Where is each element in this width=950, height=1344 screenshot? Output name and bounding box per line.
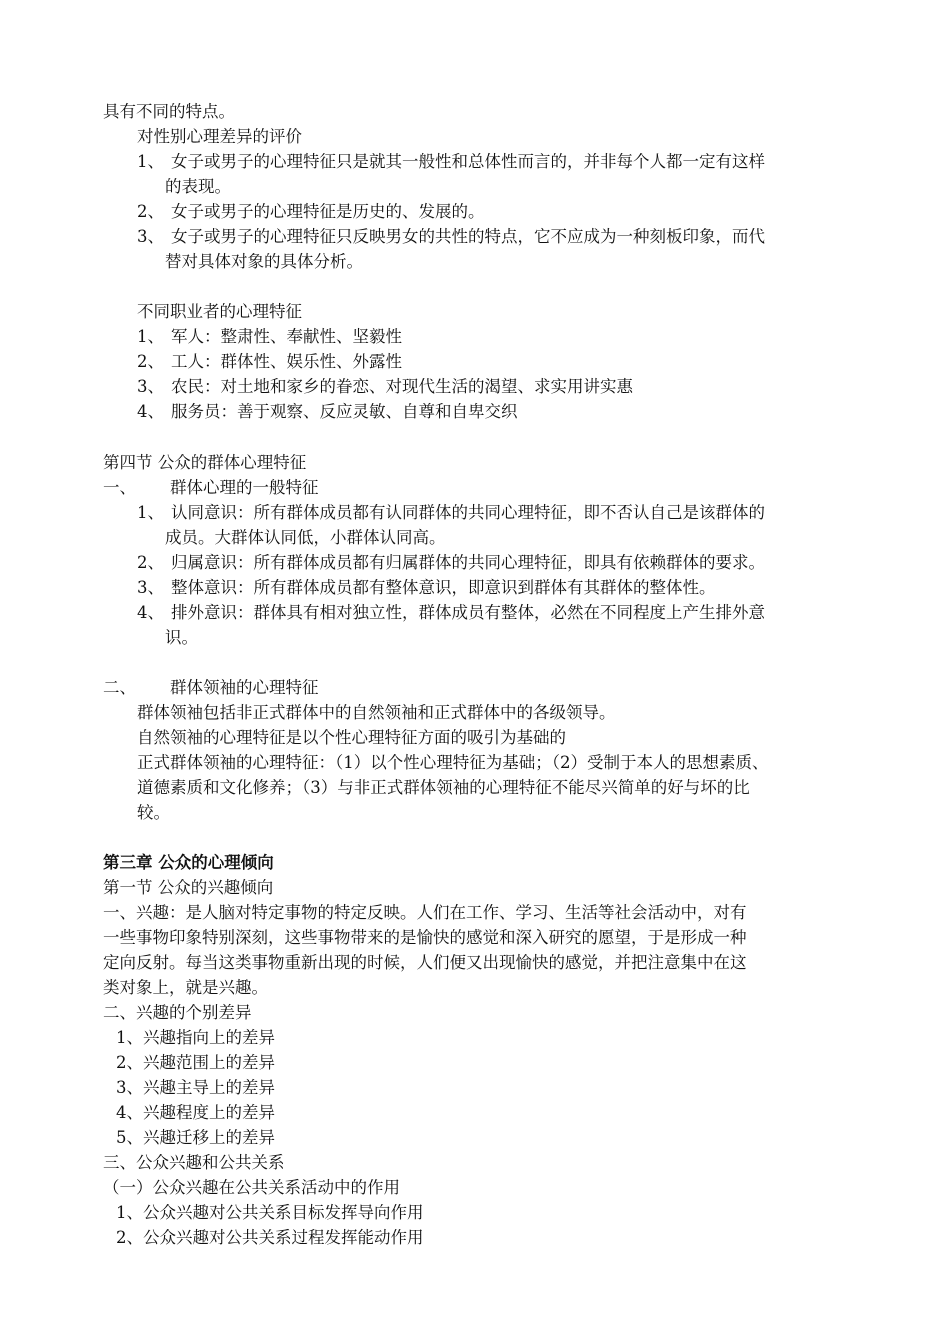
list-text: 女子或男子的心理特征只是就其一般性和总体性而言的，并非每个人都一定有这样 bbox=[171, 152, 765, 171]
subsection-number: 二、 bbox=[103, 678, 136, 697]
list-item bbox=[137, 400, 518, 424]
list-item bbox=[137, 350, 402, 374]
list-item: 1、公众兴趣对公共关系目标发挥导向作用 bbox=[116, 1203, 424, 1222]
list-item: 2、公众兴趣对公共关系过程发挥能动作用 bbox=[116, 1228, 424, 1247]
subsection-title: 群体领袖的心理特征 bbox=[170, 678, 319, 697]
paragraph-line: 较。 bbox=[137, 803, 170, 822]
list-item bbox=[137, 200, 485, 224]
list-number: 1、 bbox=[137, 152, 164, 171]
list-text: 农民：对土地和家乡的眷恋、对现代生活的渴望、求实用讲实惠 bbox=[171, 377, 633, 396]
list-item-continuation: 的表现。 bbox=[165, 177, 231, 196]
list-number: 4、 bbox=[137, 603, 164, 622]
list-number: 4、 bbox=[137, 402, 164, 421]
list-text: 排外意识：群体具有相对独立性，群体成员有整体，必然在不同程度上产生排外意 bbox=[171, 603, 765, 622]
paragraph-line: 自然领袖的心理特征是以个性心理特征方面的吸引为基础的 bbox=[137, 728, 566, 747]
section-title: 第一节 公众的兴趣倾向 bbox=[103, 878, 274, 897]
paragraph-tail: 具有不同的特点。 bbox=[103, 102, 235, 121]
sub-subsection-title: （一）公众兴趣在公共关系活动中的作用 bbox=[103, 1178, 400, 1197]
paragraph-line: 道德素质和文化修养；（3）与非正式群体领袖的心理特征不能尽兴简单的好与坏的比 bbox=[137, 778, 750, 797]
list-item bbox=[137, 225, 765, 249]
list-item bbox=[137, 150, 765, 174]
paragraph-line: 一、兴趣：是人脑对特定事物的特定反映。人们在工作、学习、生活等社会活动中，对有 bbox=[103, 903, 747, 922]
list-text: 整体意识：所有群体成员都有整体意识，即意识到群体有其群体的整体性。 bbox=[171, 578, 716, 597]
paragraph-line: 定向反射。每当这类事物重新出现的时候，人们便又出现愉快的感觉，并把注意集中在这 bbox=[103, 953, 747, 972]
list-text: 工人：群体性、娱乐性、外露性 bbox=[171, 352, 402, 371]
list-number: 1、 bbox=[137, 327, 164, 346]
list-item: 5、兴趣迁移上的差异 bbox=[116, 1128, 275, 1147]
list-item bbox=[137, 375, 633, 399]
subsection-number: 一、 bbox=[103, 478, 136, 497]
list-text: 军人：整肃性、奉献性、坚毅性 bbox=[171, 327, 402, 346]
list-text: 认同意识：所有群体成员都有认同群体的共同心理特征，即不否认自己是该群体的 bbox=[171, 503, 765, 522]
list-number: 3、 bbox=[137, 578, 164, 597]
list-text: 归属意识：所有群体成员都有归属群体的共同心理特征，即具有依赖群体的要求。 bbox=[171, 553, 765, 572]
paragraph-line: 正式群体领袖的心理特征：（1）以个性心理特征为基础；（2）受制于本人的思想素质、 bbox=[137, 753, 769, 772]
gender-eval-heading: 对性别心理差异的评价 bbox=[137, 127, 302, 146]
list-item bbox=[137, 325, 402, 349]
list-text: 女子或男子的心理特征只反映男女的共性的特点，它不应成为一种刻板印象，而代 bbox=[171, 227, 765, 246]
list-number: 2、 bbox=[137, 202, 164, 221]
list-item bbox=[137, 601, 765, 625]
paragraph-line: 类对象上，就是兴趣。 bbox=[103, 978, 268, 997]
chapter-title: 第三章 公众的心理倾向 bbox=[103, 853, 274, 872]
list-item-continuation: 识。 bbox=[165, 628, 198, 647]
paragraph-line: 一些事物印象特别深刻，这些事物带来的是愉快的感觉和深入研究的愿望，于是形成一种 bbox=[103, 928, 747, 947]
list-number: 3、 bbox=[137, 377, 164, 396]
subsection-title: 三、公众兴趣和公共关系 bbox=[103, 1153, 285, 1172]
list-item-continuation: 成员。大群体认同低，小群体认同高。 bbox=[165, 528, 446, 547]
list-text: 服务员：善于观察、反应灵敏、自尊和自卑交织 bbox=[171, 402, 518, 421]
list-number: 1、 bbox=[137, 503, 164, 522]
occupation-heading: 不同职业者的心理特征 bbox=[137, 302, 302, 321]
list-text: 女子或男子的心理特征是历史的、发展的。 bbox=[171, 202, 485, 221]
subsection-title: 群体心理的一般特征 bbox=[170, 478, 319, 497]
list-number: 3、 bbox=[137, 227, 164, 246]
list-item-continuation: 替对具体对象的具体分析。 bbox=[165, 252, 363, 271]
list-number: 2、 bbox=[137, 553, 164, 572]
subsection-title: 二、兴趣的个别差异 bbox=[103, 1003, 252, 1022]
list-number: 2、 bbox=[137, 352, 164, 371]
list-item: 1、兴趣指向上的差异 bbox=[116, 1028, 275, 1047]
paragraph-line: 群体领袖包括非正式群体中的自然领袖和正式群体中的各级领导。 bbox=[137, 703, 616, 722]
section-title: 第四节 公众的群体心理特征 bbox=[103, 453, 307, 472]
list-item bbox=[137, 551, 765, 575]
list-item: 2、兴趣范围上的差异 bbox=[116, 1053, 275, 1072]
list-item bbox=[137, 576, 716, 600]
list-item: 4、兴趣程度上的差异 bbox=[116, 1103, 275, 1122]
list-item: 3、兴趣主导上的差异 bbox=[116, 1078, 275, 1097]
list-item bbox=[137, 501, 765, 525]
